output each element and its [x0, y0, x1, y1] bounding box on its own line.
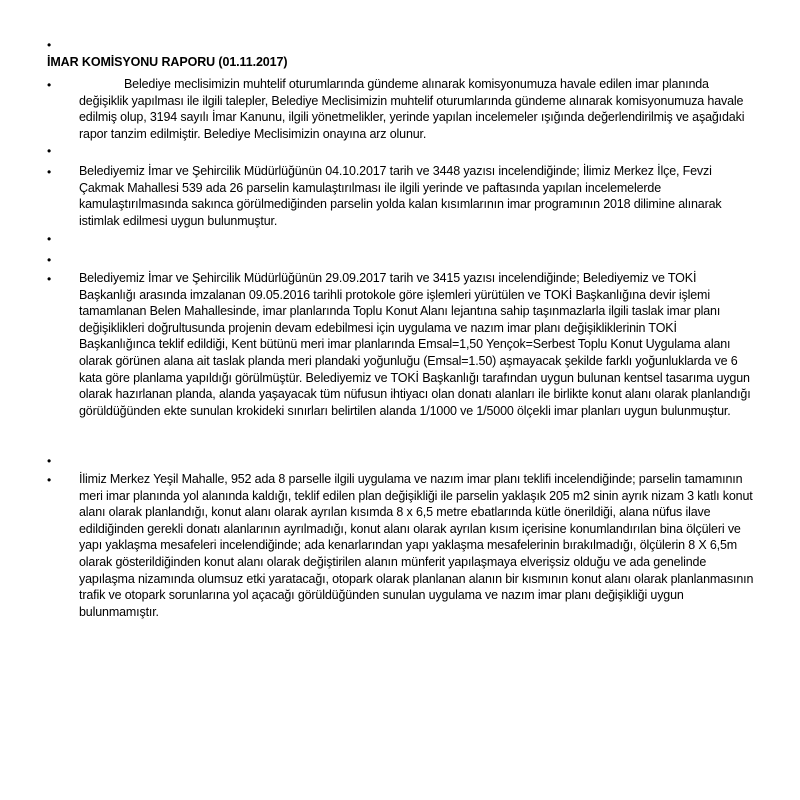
bullet: • — [47, 454, 52, 468]
paragraph-intro: Belediye meclisimizin muhtelif oturumlarında gündeme alınarak komisyonumuza havale edilen imar planında değişiklik yapılması ile ilgili talepler, Belediye Meclisimizin muhtelif oturumlarında gündeme alınarak komisyonumuza havale edilmiş olup, 3194 sayılı İmar Kanunu, ilgili yönetmelikler, yerinde yapılan incelemeler ışığında değerlendirilmiş ve aşağıdaki rapor tanzim edilmiştir. Belediye Meclisimizin onayına arz olunur. — [79, 77, 745, 141]
report-title: İMAR KOMİSYONU RAPORU (01.11.2017) — [47, 55, 288, 69]
bullet: • — [47, 78, 52, 92]
bullet: • — [47, 165, 52, 179]
paragraph-item-2: Belediyemiz İmar ve Şehircilik Müdürlüğünün 29.09.2017 tarih ve 3415 yazısı incelendiğinde; Belediyemiz ve TOKİ Başkanlığı arasında imzalanan 09.05.2016 tarihli protokole göre işlemleri yürütülen ve TOKİ Başkanlığına devir işlemi tamamlanan Belen Mahallesinde, imar planlarında Toplu Konut Alanı lejantına sahip taşınmazlarla ilgili taslak imar planı değişiklikleri doğrultusunda projenin devam edebilmesi için uygulama ve nazım imar planı değişikliklerinin TOKİ Başkanlığınca teklif edildiği, Kent bütünü meri imar planlarında Emsal=1,50 Yençok=Serbest Toplu Konut Uygulama alanı olarak görünen alana ait taslak planda meri plandaki yoğunluğu (Emsal=1.50) aşmayacak şekilde farklı yoğunluklarda ve 6 kata göre planlama yapıldığı görülmüştür. Belediyemiz ve TOKİ Başkanlığı tarafından uygun bulunan kentsel tasarıma uygun olarak hazırlanan planda, alanda yaşayacak tüm nüfusun ihtiyacı olan donatı alanları ile birlikte konut alanı olarak planlandığı görüldüğünden ekte sunulan krokideki sınırları belirtilen alanda 1/1000 ve 1/5000 ölçekli imar planları uygun bulunmuştur. — [79, 271, 751, 418]
paragraph-item-1: Belediyemiz İmar ve Şehircilik Müdürlüğünün 04.10.2017 tarih ve 3448 yazısı incelendiğinde; İlimiz Merkez İlçe, Fevzi Çakmak Mahallesi 539 ada 26 parselin kamulaştırılması ile ilgili yerinde ve paftasında yapılan incelemelerde kamulaştırılmasında sakınca görülmediğinden parselin yolda kalan kısımlarının imar programının 2018 dilimine alınarak istimlak edilmesi uygun bulunmuştur. — [79, 164, 722, 228]
bullet: • — [47, 473, 52, 487]
paragraph-item-3: İlimiz Merkez Yeşil Mahalle, 952 ada 8 parselle ilgili uygulama ve nazım imar planı teklifi incelendiğinde; parselin tamamının meri imar planında yol alanında kaldığı, teklif edilen plan değişikliği ile parselin yaklaşık 205 m2 sinin ayrık nizam 3 katlı konut alanı olarak planlandığı, konut alanı olarak ayrılan kısımda 8 x 6,5 metre ebatlarında kütle önerildiği, alana nüfus ilave edildiğinden gerekli donatı alanlarının ayrılmadığı, konut alanı olarak ayrılan kısım içerisine konumlandırılan bina ölçüleri ve yapı yaklaşma mesafeleri incelendiğinde; ada kenarlarından yapı yaklaşma mesafelerinin bırakılmadığı, ölçülerin 8 X 6,5m olarak gösterildiğinden konut alanı olarak değiştirilen alanın münferit yapılaşmaya elverişsiz olduğu ve ada genelinde yapılaşma nizamında olumsuz etki yaratacağı, otopark olarak planlanan alanın bir kısmının konut alanı olarak planlanmasının trafik ve otopark sorunlarına yol açacağı görüldüğünden sunulan uygulama ve nazım imar planı değişikliği uygun bulunmamıştır. — [79, 472, 754, 619]
bullet: • — [47, 253, 52, 267]
bullet: • — [47, 144, 52, 158]
bullet: • — [47, 272, 52, 286]
bullet: • — [47, 38, 52, 52]
bullet: • — [47, 232, 52, 246]
